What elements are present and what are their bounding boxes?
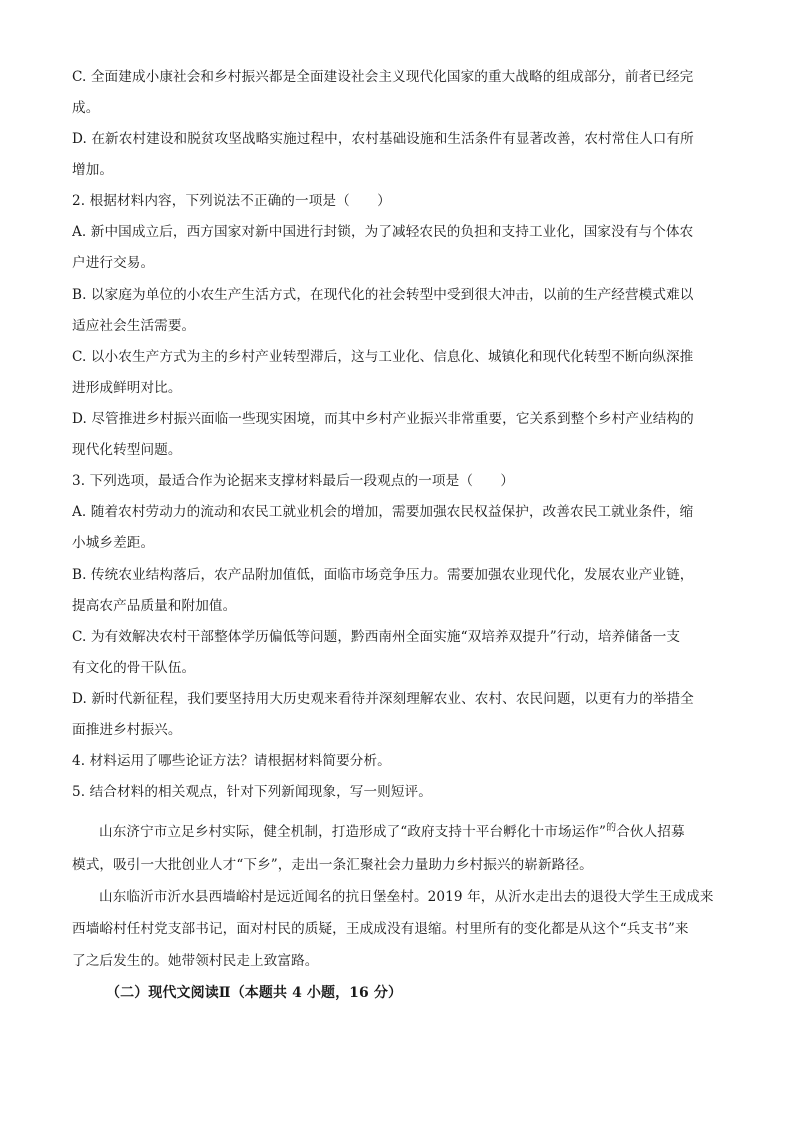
q3-option-c-line-2: 有文化的骨干队伍。: [72, 660, 196, 676]
q3-option-d-line-1: D. 新时代新征程，我们要坚持用大历史观来看待并深刻理解农业、农村、农民问题，以更有力的举措全: [72, 691, 694, 707]
footnote-mark: 的: [606, 822, 617, 834]
q2-option-a-line-1: A. 新中国成立后，西方国家对新中国进行封锁，为了减轻农民的负担和支持工业化，国家没有与个体农: [72, 224, 694, 240]
q2-option-b-line-1: B. 以家庭为单位的小农生产生活方式，在现代化的社会转型中受到很大冲击，以前的生产经营模式难以: [72, 287, 694, 303]
news-p1-text-b: 合伙人招募: [616, 824, 685, 840]
q2-option-d-line-1: D. 尽管推进乡村振兴面临一些现实困境，而其中乡村产业振兴非常重要，它关系到整个乡村产业结构的: [72, 411, 694, 427]
section-heading: （二）现代文阅读Ⅱ（本题共 4 小题，16 分）: [106, 985, 403, 1001]
q3-option-a-line-1: A. 随着农村劳动力的流动和农民工就业机会的增加，需要加强农民权益保护，改善农民工就业条件，缩: [72, 504, 694, 520]
question-2: 2. 根据材料内容，下列说法不正确的一项是（ ）: [72, 193, 391, 209]
q3-option-b-line-1: B. 传统农业结构落后，农产品附加值低，面临市场竞争压力。需要加强农业现代化，发展农业产业链，: [72, 567, 694, 583]
q2-option-a-line-2: 户进行交易。: [72, 255, 155, 271]
q3-option-a-line-2: 小城乡差距。: [72, 535, 155, 551]
news-paragraph-2-line-3: 了之后发生的。她带领村民走上致富路。: [72, 953, 319, 969]
option-d-line-1: D. 在新农村建设和脱贫攻坚战略实施过程中，农村基础设施和生活条件有显著改善，农村常住人口有所: [72, 131, 694, 147]
q2-option-d-line-2: 现代化转型问题。: [72, 442, 182, 458]
question-5: 5. 结合材料的相关观点，针对下列新闻现象，写一则短评。: [72, 784, 432, 800]
q2-option-c-line-1: C. 以小农生产方式为主的乡村产业转型滞后，这与工业化、信息化、城镇化和现代化转型不断向纵深推: [72, 349, 694, 365]
q2-option-c-line-2: 进形成鲜明对比。: [72, 380, 182, 396]
question-4: 4. 材料运用了哪些论证方法？请根据材料简要分析。: [72, 753, 391, 769]
question-3: 3. 下列选项，最适合作为论据来支撑材料最后一段观点的一项是（ ）: [72, 473, 515, 489]
option-c-line-1: C. 全面建成小康社会和乡村振兴都是全面建设社会主义现代化国家的重大战略的组成部分，前者已经完: [72, 69, 694, 85]
q2-option-b-line-2: 适应社会生活需要。: [72, 318, 196, 334]
news-paragraph-1-line-1: [99, 822, 722, 842]
option-d-line-2: 增加。: [72, 162, 114, 178]
news-paragraph-2-line-2: 西墙峪村任村党支部书记，面对村民的质疑，王成成没有退缩。村里所有的变化都是从这个“兵支书”来: [72, 921, 689, 937]
q3-option-d-line-2: 面推进乡村振兴。: [72, 722, 182, 738]
option-c-line-2: 成。: [72, 100, 100, 116]
q3-option-b-line-2: 提高农产品质量和附加值。: [72, 598, 237, 614]
news-paragraph-1-line-2: 模式，吸引一大批创业人才“下乡”，走出一条汇聚社会力量助力乡村振兴的崭新路径。: [72, 857, 593, 873]
news-paragraph-2-line-1: 山东临沂市沂水县西墙峪村是远近闻名的抗日堡垒村。2019 年，从沂水走出去的退役大学生王成成来: [99, 889, 714, 905]
q3-option-c-line-1: C. 为有效解决农村干部整体学历偏低等问题，黔西南州全面实施“双培养双提升”行动，培养储备一支: [72, 629, 681, 645]
news-p1-text-a: 山东济宁市立足乡村实际，健全机制，打造形成了“政府支持十平台孵化十市场运作”: [99, 824, 607, 840]
